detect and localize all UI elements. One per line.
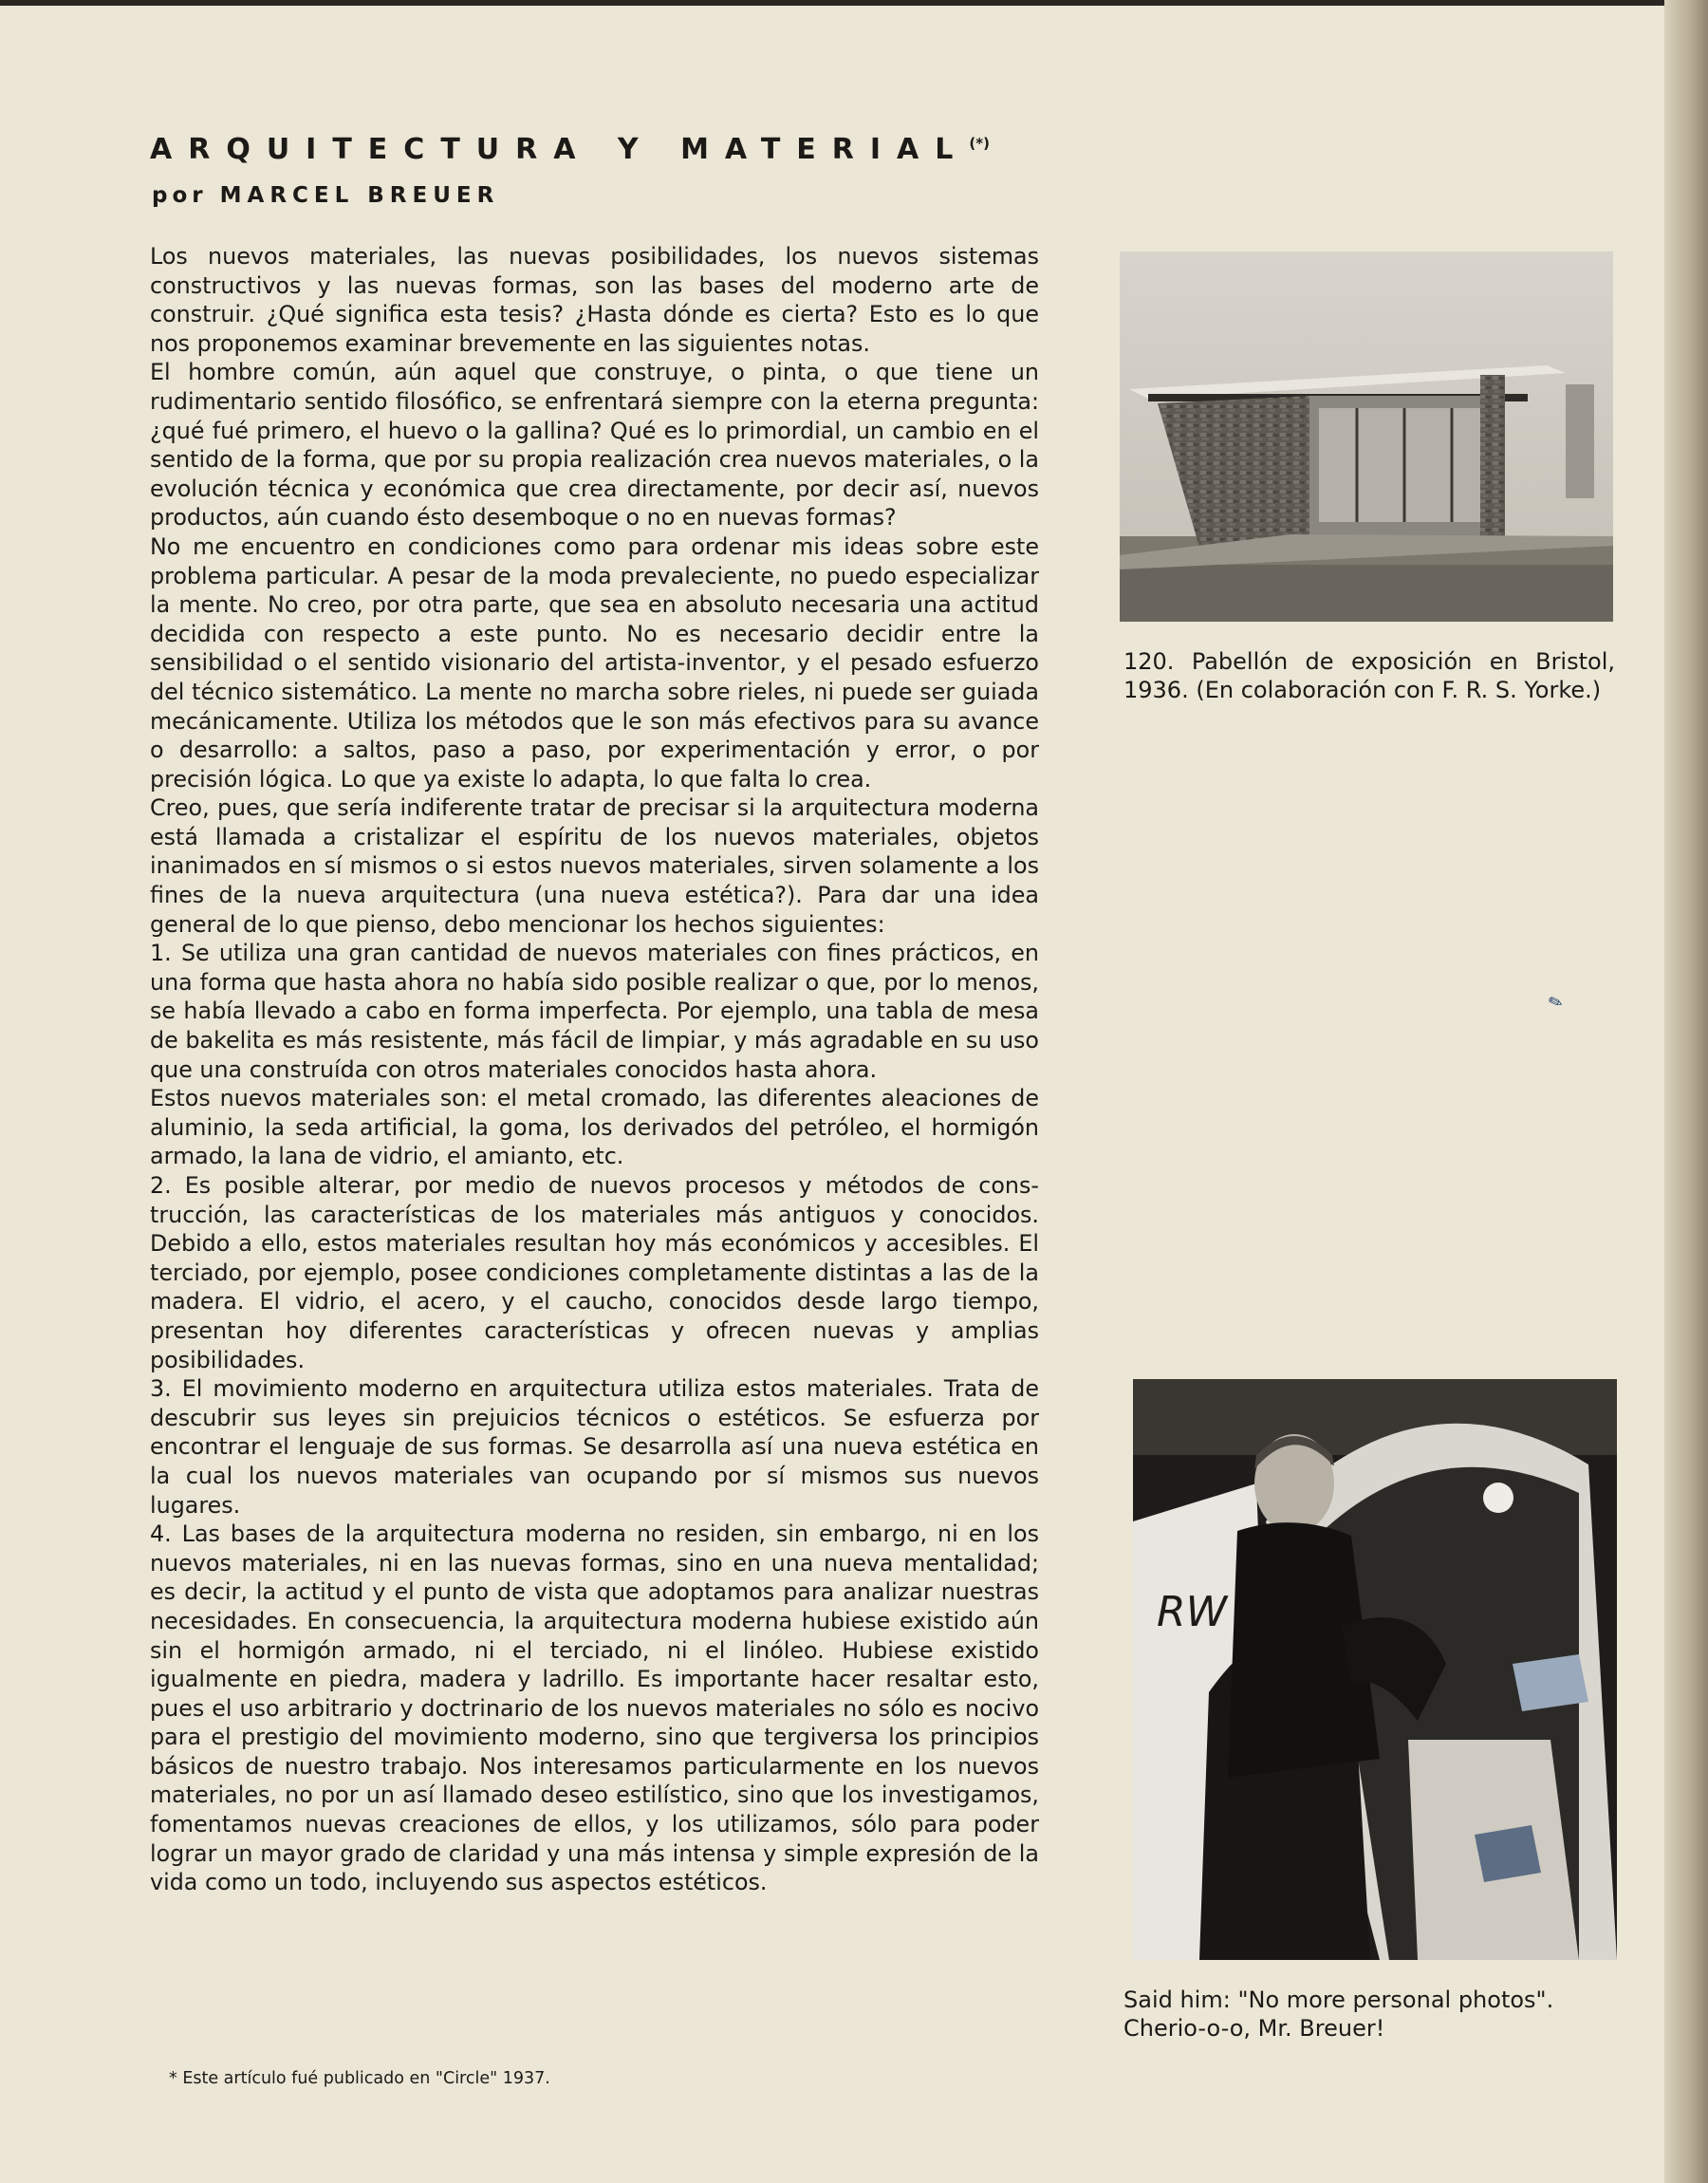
byline-prefix: por xyxy=(152,183,208,208)
article-title xyxy=(150,133,1099,166)
pavilion-caption: 120. Pabellón de exposición en Bristol, 1936. (En colaboración con F. R. S. Yorke.) xyxy=(1123,648,1615,703)
portrait-caption-line: Said him: "No more personal photos". xyxy=(1123,1987,1554,2013)
article-body xyxy=(150,242,1039,2050)
article-footnote: * Este artículo fué publicado en "Circle" 1937. xyxy=(169,2069,550,2088)
book-spine-shadow xyxy=(1664,0,1708,2183)
ink-mark: ✎ xyxy=(1545,991,1567,1015)
paragraph: No me encuentro en condiciones como para ordenar mis ideas sobre este problema particular. A pesar de la moda prevaleciente, no puedo especializar la mente. No creo, por otra parte, que sea en absoluto necesaria una actitud decidida con respecto a este punto. No es necesario decidir entre la sensibilidad o el sentido visionario del artista-inventor, y el pesado esfuerzo del técnico sistemático. La mente no marcha sobre rieles, ni puede ser guiada mecánicamente. Utiliza los métodos que le son más efectivos para su avance o desarrollo: a saltos, paso a paso, por experimentación y error, o por precisión lógica. Lo que ya existe lo adapta, lo que falta lo crea. xyxy=(150,532,1039,793)
paragraph: 4. Las bases de la arquitectura moderna no residen, sin embargo, ni en los nuevos materiales, ni en las nuevas formas, sino en una nueva mentalidad; es decir, la actitud y el punto de vista que adoptamos para analizar nuestras necesidades. En consecuencia, la arquitectura moderna hubiese existido aún sin el hormigón armado, ni el terciado, ni el linóleo. Hubiese existido igualmente en piedra, madera y ladrillo. Es importante hacer resaltar esto, pues el uso arbitrario y doctrinario de los nuevos materiales no sólo es nocivo para el prestigio del movimiento moderno, sino que tergiversa los principios básicos de nuestro trabajo. Nos interesamos particularmente en los nuevos materiales, no por un así llamado deseo estilístico, sino que los investigamos, fomentamos nuevas creaciones de ellos, y los utilizamos, sólo para poder lograr un mayor grado de claridad y una más intensa y simple expresión de la vida como un todo, incluyendo sus aspectos estéticos. xyxy=(150,1521,1039,1896)
title-footnote-marker: (*) xyxy=(969,135,990,152)
svg-text:RW: RW xyxy=(1157,1588,1228,1636)
pavilion-photo xyxy=(1120,252,1613,622)
page-top-edge xyxy=(0,0,1708,6)
portrait-image xyxy=(1133,1379,1617,1960)
byline-author: MARCEL BREUER xyxy=(219,183,500,208)
article-byline xyxy=(152,183,499,208)
paragraph: 3. El movimiento moderno en arquitectura utiliza estos materiales. Trata de descubrir sus leyes sin prejuicios técnicos o estéticos. Se esfuerza por encontrar el lenguaje de sus formas. Se desarrolla así una nueva estética en la cual los nuevos materiales van ocupando por sí mismos sus nuevos lugares. xyxy=(150,1375,1039,1519)
article-title-text: ARQUITECTURA Y MATERIAL xyxy=(150,133,970,166)
paragraph: 1. Se utiliza una gran cantidad de nuevos materiales con fines prácticos, en una forma que hasta ahora no había sido posible realizar o que, por lo menos, se había llevado a cabo en forma imperfecta. Por ejemplo, una tabla de mesa de bakelita es más resistente, más fácil de limpiar, y más agradable en su uso que una construída con otros materiales conocidos hasta ahora. xyxy=(150,940,1039,1083)
paragraph: Estos nuevos materiales son: el metal cromado, las diferentes aleaciones de aluminio, la seda artificial, la goma, los derivados del petróleo, el hormigón armado, la lana de vidrio, el amianto, etc. xyxy=(150,1085,1039,1170)
paragraph: 2. Es posible alterar, por medio de nuevos procesos y métodos de construcción, las características de los materiales más antiguos y conocidos. Debido a ello, estos materiales resultan hoy más económicos y accesibles. El terciado, por ejemplo, posee condiciones completamente distintas a las de la madera. El vidrio, el acero, y el caucho, conocidos desde largo tiempo, presentan hoy diferentes características y ofrecen nuevas y amplias posibilidades. xyxy=(150,1172,1039,1373)
portrait-caption xyxy=(1123,1986,1636,2043)
portrait-caption-line: Cherio-o-o, Mr. Breuer! xyxy=(1123,2015,1385,2042)
paragraph: Creo, pues, que sería indiferente tratar de precisar si la arquitectura moderna está llamada a cristalizar el espíritu de los nuevos materiales, objetos inanimados en sí mismos o si estos nuevos materiales, sirven solamente a los fines de la nueva arquitectura (una nueva estética?). Para dar una idea general de lo que pienso, debo mencionar los hechos siguientes: xyxy=(150,794,1039,938)
pavilion-image xyxy=(1120,252,1613,622)
paragraph: El hombre común, aún aquel que construye, o pinta, o que tiene un rudimentario sentido filosófico, se enfrentará siempre con la eterna pregunta: ¿qué fué primero, el huevo o la gallina? Qué es lo primordial, un cambio en el sentido de la forma, que por su propia realización crea nuevos materiales, o la evolución técnica y económica que crea directamente, por decir así, nuevos productos, aún cuando ésto desemboque o no en nuevas formas? xyxy=(150,359,1039,532)
paragraph: Los nuevos materiales, las nuevas posibilidades, los nuevos sistemas constructivos y las nuevas formas, son las bases del moderno arte de construir. ¿Qué significa esta tesis? ¿Hasta dónde es cierta? Esto es lo que nos proponemos examinar brevemente en las siguientes notas. xyxy=(150,243,1039,357)
portrait-photo xyxy=(1133,1379,1617,1960)
